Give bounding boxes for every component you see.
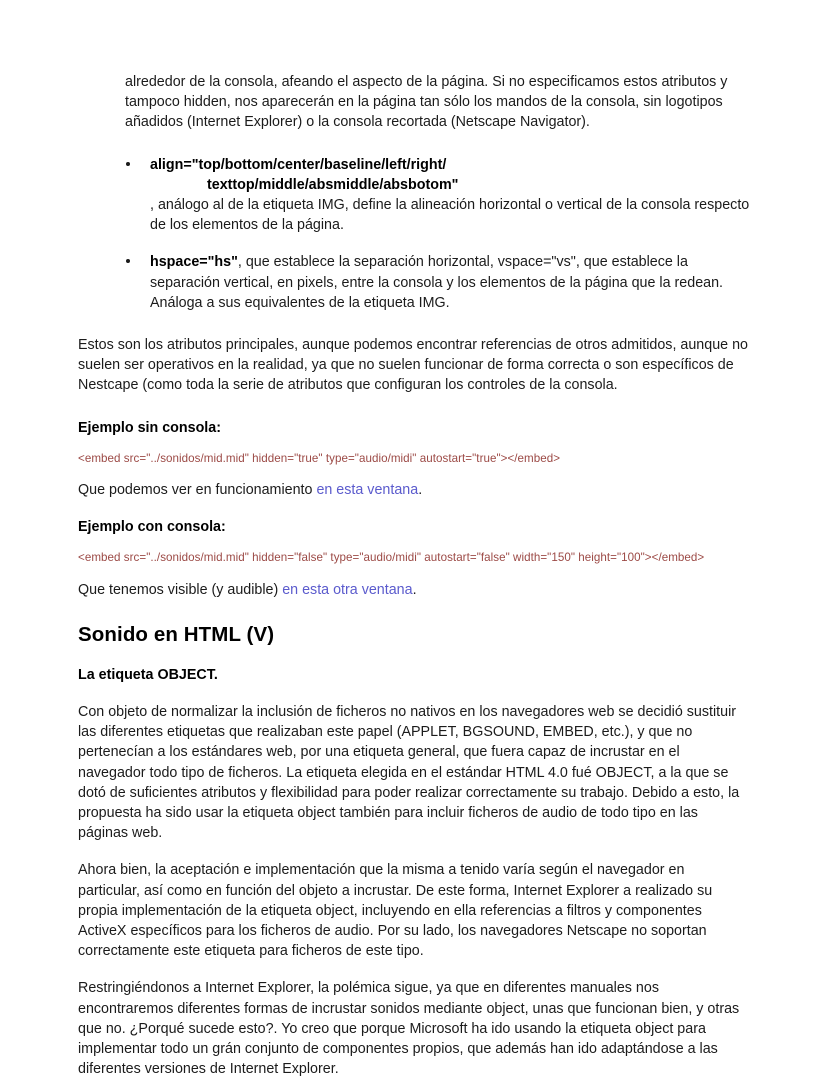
code-block-no-console: <embed src="../sonidos/mid.mid" hidden="true" type="audio/midi" autostart="true"></embed> — [78, 451, 561, 465]
spacer — [78, 235, 750, 252]
list-item-align — [125, 155, 750, 236]
link-en-esta-otra-ventana[interactable]: en esta otra ventana — [282, 581, 413, 598]
list-item-align-text — [150, 155, 750, 236]
spacer — [78, 600, 750, 622]
link-en-esta-ventana[interactable]: en esta ventana — [316, 482, 419, 499]
list-item-align-attribute: align="top/bottom/center/baseline/left/right/ — [150, 156, 447, 173]
spacer — [78, 961, 750, 978]
spacer — [78, 467, 750, 480]
example-caption-no-console — [78, 480, 750, 500]
bullet-dot-icon — [126, 162, 130, 166]
page-content — [78, 72, 750, 1080]
spacer — [78, 313, 750, 335]
summary-paragraph: Estos son los atributos principales, aunque podemos encontrar referencias de otros admitidos, aunque no suelen ser operativos en la realidad, ya que no suelen funcionar de forma correcta o son específicos de Nestcape (como toda la serie de atributos que configuran los controles de la consola. — [78, 337, 748, 394]
list-item-hspace-description: , que establece la separación horizontal, vspace="vs", que establece la separación vertical, en pixels, entre la consola y los elementos de la página que la redean. Análoga a sus equivalentes de la etiqueta IMG. — [150, 254, 724, 311]
example-title-no-console: Ejemplo sin consola: — [78, 419, 221, 436]
list-item-hspace-text — [150, 252, 750, 313]
example-caption-with-console — [78, 580, 750, 600]
list-item-hspace — [125, 252, 750, 313]
intro-paragraph-block — [125, 72, 750, 133]
section-paragraph-1: Con objeto de normalizar la inclusión de ficheros no nativos en los navegadores web se decidió sustituir las diferentes etiquetas que realizaban este papel (APPLET, BGSOUND, EMBED, etc.), y que no pertenecían a los estándares web, por una etiqueta general, que fuera capaz de incrustar en el navegador todo tipo de ficheros. La etiqueta elegida en el estándar HTML 4.0 fué OBJECT, a la que se dotó de suficientes atributos y flexibilidad para poder realizar correctamente su trabajo. Debido a esto, la propuesta ha sido usar la etiqueta object también para incluir ficheros de audio de todo tipo en las páginas web. — [78, 704, 740, 842]
spacer — [78, 843, 750, 860]
intro-paragraph: alrededor de la consola, afeando el aspecto de la página. Si no especificamos estos atributos y tampoco hidden, nos aparecerán en la página tan sólo los mandos de la consola, sin logotipos añadidos (Internet Explorer) o la consola recortada (Netscape Navigator). — [125, 74, 728, 131]
bullet-dot-icon — [126, 259, 130, 263]
example-title-with-console: Ejemplo con consola: — [78, 519, 226, 536]
code-block-with-console: <embed src="../sonidos/mid.mid" hidden="false" type="audio/midi" autostart="false" width="150" height="100"></embed> — [78, 551, 705, 565]
spacer — [78, 500, 750, 517]
caption-text-before: Que tenemos visible (y audible) — [78, 581, 283, 598]
section-paragraph-3: Restringiéndonos a Internet Explorer, la polémica sigue, ya que en diferentes manuales nos encontraremos diferentes formas de incrustar sonidos mediante object, unas que funcionan bien, y otras que no. ¿Porqué sucede esto?. Yo creo que porque Microsoft ha ido usando la etiqueta object para implementar todo un grán conjunto de componentes propios, que además han ido adaptándose a las diferentes versiones de Internet Explorer. — [78, 980, 740, 1078]
spacer — [78, 567, 750, 580]
spacer — [78, 685, 750, 702]
spacer — [78, 648, 750, 665]
spacer — [78, 537, 750, 550]
caption-text-before: Que podemos ver en funcionamiento — [78, 482, 317, 499]
section-subtitle: La etiqueta OBJECT. — [78, 667, 218, 684]
spacer — [78, 396, 750, 418]
spacer — [78, 438, 750, 451]
list-item-hspace-attribute: hspace="hs" — [150, 254, 238, 271]
caption-text-after: . — [418, 482, 423, 499]
spacer — [78, 133, 750, 155]
list-item-align-attribute-line2: texttop/middle/absmiddle/absbotom" — [207, 176, 459, 193]
section-paragraph-2: Ahora bien, la aceptación e implementación que la misma a tenido varía según el navegador en particular, así como en función del objeto a incrustar. De este forma, Internet Explorer a realizado su propia implementación de la etiqueta object, incluyendo en ella referencias a filtros y componentes ActiveX específicos para los ficheros de audio. Por su lado, los navegadores Netscape no soportan correctamente este etiqueta para ficheros de este tipo. — [78, 862, 713, 960]
list-item-align-description: , análogo al de la etiqueta IMG, define la alineación horizontal o vertical de la consola respecto de los elementos de la página. — [150, 197, 750, 234]
page-title: Sonido en HTML (V) — [78, 623, 275, 647]
caption-text-after: . — [412, 581, 417, 598]
